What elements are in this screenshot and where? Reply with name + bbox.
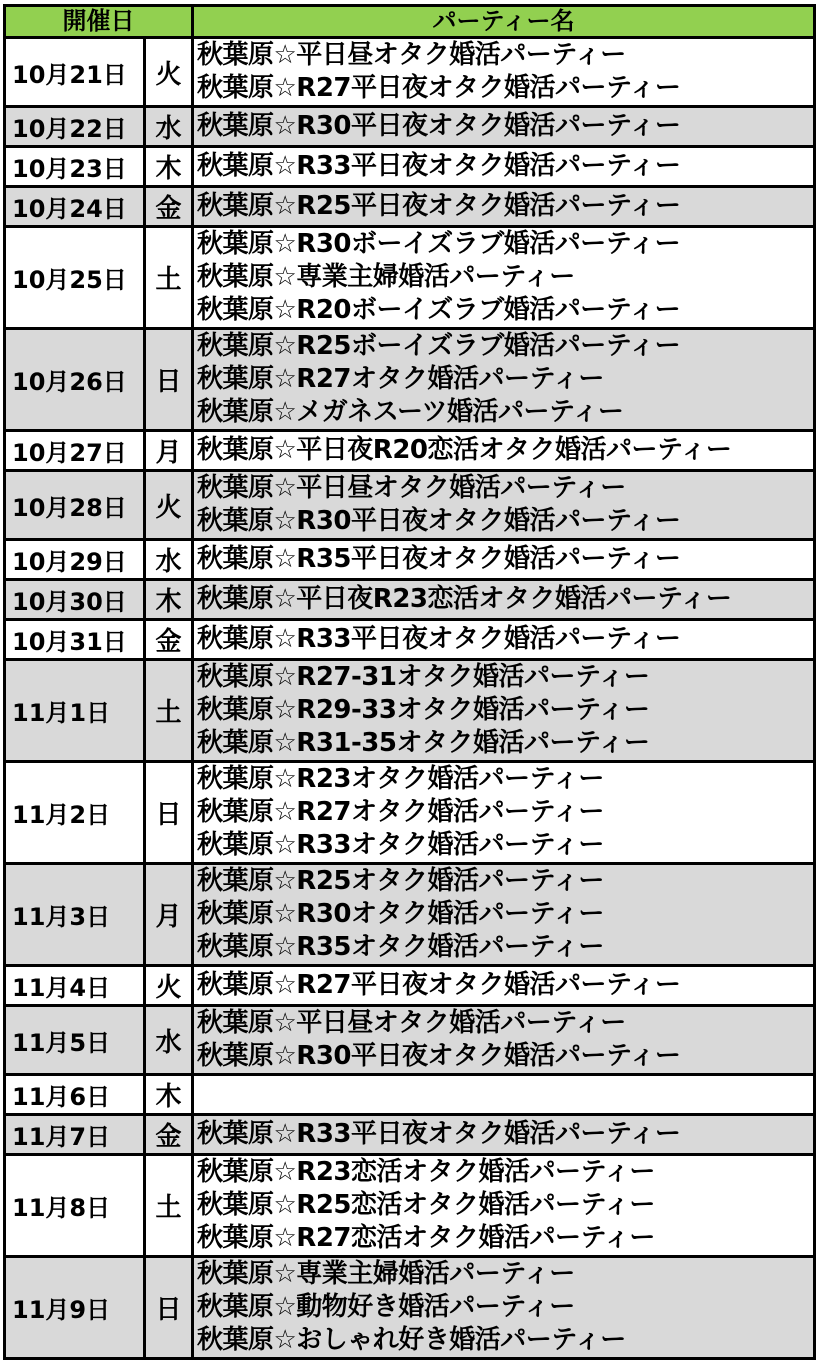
schedule-body [5, 38, 815, 1359]
party-name: 秋葉原☆R35オタク婚活パーティー [197, 932, 604, 962]
schedule-row [5, 431, 815, 471]
event-list [193, 1006, 815, 1075]
party-name: 秋葉原☆動物好き婚活パーティー [197, 1292, 575, 1322]
schedule-row [5, 864, 815, 966]
party-name: 秋葉原☆専業主婦婚活パーティー [197, 262, 575, 292]
party-name: 秋葉原☆平日昼オタク婚活パーティー [197, 473, 626, 503]
day-of-week: 水 [145, 1006, 193, 1075]
day-of-week: 木 [145, 1075, 193, 1115]
party-name: 秋葉原☆おしゃれ好き婚活パーティー [197, 1325, 626, 1355]
event-list [193, 38, 815, 107]
event-date: 11月3日 [5, 864, 145, 966]
party-name: 秋葉原☆平日夜R23恋活オタク婚活パーティー [197, 584, 732, 614]
party-name: 秋葉原☆平日昼オタク婚活パーティー [197, 1008, 626, 1038]
schedule-row [5, 1115, 815, 1155]
party-name: 秋葉原☆R23オタク婚活パーティー [197, 764, 604, 794]
party-name: 秋葉原☆R31-35オタク婚活パーティー [197, 728, 650, 758]
party-name: 秋葉原☆R27オタク婚活パーティー [197, 797, 604, 827]
schedule-row [5, 620, 815, 660]
party-name: 秋葉原☆R30オタク婚活パーティー [197, 899, 604, 929]
event-list [193, 660, 815, 762]
day-of-week: 木 [145, 147, 193, 187]
event-date: 10月24日 [5, 187, 145, 227]
party-name: 秋葉原☆R20ボーイズラブ婚活パーティー [197, 295, 681, 325]
party-name: 秋葉原☆R27恋活オタク婚活パーティー [197, 1223, 655, 1253]
day-of-week: 土 [145, 660, 193, 762]
event-date: 11月9日 [5, 1257, 145, 1359]
party-name: 秋葉原☆R33平日夜オタク婚活パーティー [197, 1119, 681, 1149]
header-row [5, 6, 815, 38]
party-column-header: パーティー名 [193, 6, 815, 38]
schedule-row [5, 762, 815, 864]
event-list [193, 431, 815, 471]
event-date: 11月8日 [5, 1155, 145, 1257]
event-date: 11月6日 [5, 1075, 145, 1115]
schedule-row [5, 1075, 815, 1115]
schedule-row [5, 1155, 815, 1257]
event-list [193, 864, 815, 966]
event-date: 11月2日 [5, 762, 145, 864]
schedule-row [5, 329, 815, 431]
event-date: 10月23日 [5, 147, 145, 187]
party-name: 秋葉原☆R30平日夜オタク婚活パーティー [197, 506, 681, 536]
event-list [193, 329, 815, 431]
party-name: 秋葉原☆R33平日夜オタク婚活パーティー [197, 624, 681, 654]
party-name: 秋葉原☆R27オタク婚活パーティー [197, 364, 604, 394]
event-date: 10月21日 [5, 38, 145, 107]
day-of-week: 金 [145, 1115, 193, 1155]
day-of-week: 火 [145, 38, 193, 107]
schedule-row [5, 227, 815, 329]
event-list [193, 762, 815, 864]
schedule-row [5, 1257, 815, 1359]
party-name: 秋葉原☆R30平日夜オタク婚活パーティー [197, 111, 681, 141]
schedule-row [5, 540, 815, 580]
event-date: 10月26日 [5, 329, 145, 431]
party-name: 秋葉原☆R23恋活オタク婚活パーティー [197, 1157, 655, 1187]
day-of-week: 日 [145, 329, 193, 431]
event-date: 10月29日 [5, 540, 145, 580]
schedule-row [5, 147, 815, 187]
event-date: 10月22日 [5, 107, 145, 147]
day-of-week: 金 [145, 620, 193, 660]
event-list [193, 107, 815, 147]
event-list [193, 227, 815, 329]
day-of-week: 金 [145, 187, 193, 227]
party-schedule-table [3, 4, 816, 1360]
party-name: 秋葉原☆R29-33オタク婚活パーティー [197, 695, 650, 725]
schedule-row [5, 471, 815, 540]
schedule-row [5, 187, 815, 227]
party-name: 秋葉原☆R25オタク婚活パーティー [197, 866, 604, 896]
day-of-week: 月 [145, 864, 193, 966]
schedule-row [5, 966, 815, 1006]
party-name: 秋葉原☆R30ボーイズラブ婚活パーティー [197, 229, 681, 259]
event-list [193, 147, 815, 187]
event-date: 11月7日 [5, 1115, 145, 1155]
party-name: 秋葉原☆専業主婦婚活パーティー [197, 1259, 575, 1289]
party-name: 秋葉原☆R27平日夜オタク婚活パーティー [197, 970, 681, 1000]
event-list [193, 966, 815, 1006]
party-name: 秋葉原☆R25ボーイズラブ婚活パーティー [197, 331, 681, 361]
schedule-row [5, 1006, 815, 1075]
party-name: 秋葉原☆R33オタク婚活パーティー [197, 830, 604, 860]
event-list [193, 620, 815, 660]
event-date: 10月25日 [5, 227, 145, 329]
day-of-week: 土 [145, 227, 193, 329]
party-name: 秋葉原☆R27平日夜オタク婚活パーティー [197, 73, 681, 103]
day-of-week: 水 [145, 107, 193, 147]
day-of-week: 火 [145, 966, 193, 1006]
event-date: 10月31日 [5, 620, 145, 660]
party-name: 秋葉原☆R35平日夜オタク婚活パーティー [197, 544, 681, 574]
day-of-week: 月 [145, 431, 193, 471]
event-list [193, 1115, 815, 1155]
party-name: 秋葉原☆R25平日夜オタク婚活パーティー [197, 191, 681, 221]
party-name: 秋葉原☆平日昼オタク婚活パーティー [197, 40, 626, 70]
event-list [193, 540, 815, 580]
party-name: 秋葉原☆R33平日夜オタク婚活パーティー [197, 151, 681, 181]
date-column-header: 開催日 [5, 6, 193, 38]
schedule-row [5, 580, 815, 620]
party-name: 秋葉原☆平日夜R20恋活オタク婚活パーティー [197, 435, 732, 465]
party-name: 秋葉原☆R30平日夜オタク婚活パーティー [197, 1041, 681, 1071]
schedule-row [5, 38, 815, 107]
day-of-week: 日 [145, 762, 193, 864]
event-list [193, 1155, 815, 1257]
schedule-row [5, 660, 815, 762]
event-list [193, 1257, 815, 1359]
day-of-week: 水 [145, 540, 193, 580]
event-list [193, 580, 815, 620]
event-list [193, 187, 815, 227]
day-of-week: 日 [145, 1257, 193, 1359]
day-of-week: 火 [145, 471, 193, 540]
event-date: 10月28日 [5, 471, 145, 540]
event-date: 11月4日 [5, 966, 145, 1006]
event-list [193, 471, 815, 540]
day-of-week: 土 [145, 1155, 193, 1257]
schedule-row [5, 107, 815, 147]
event-date: 10月30日 [5, 580, 145, 620]
event-date: 10月27日 [5, 431, 145, 471]
empty-event [197, 1078, 813, 1111]
party-name: 秋葉原☆R27-31オタク婚活パーティー [197, 662, 650, 692]
day-of-week: 木 [145, 580, 193, 620]
party-name: 秋葉原☆R25恋活オタク婚活パーティー [197, 1190, 655, 1220]
event-date: 11月5日 [5, 1006, 145, 1075]
party-name: 秋葉原☆メガネスーツ婚活パーティー [197, 397, 624, 427]
event-date: 11月1日 [5, 660, 145, 762]
event-list [193, 1075, 815, 1115]
